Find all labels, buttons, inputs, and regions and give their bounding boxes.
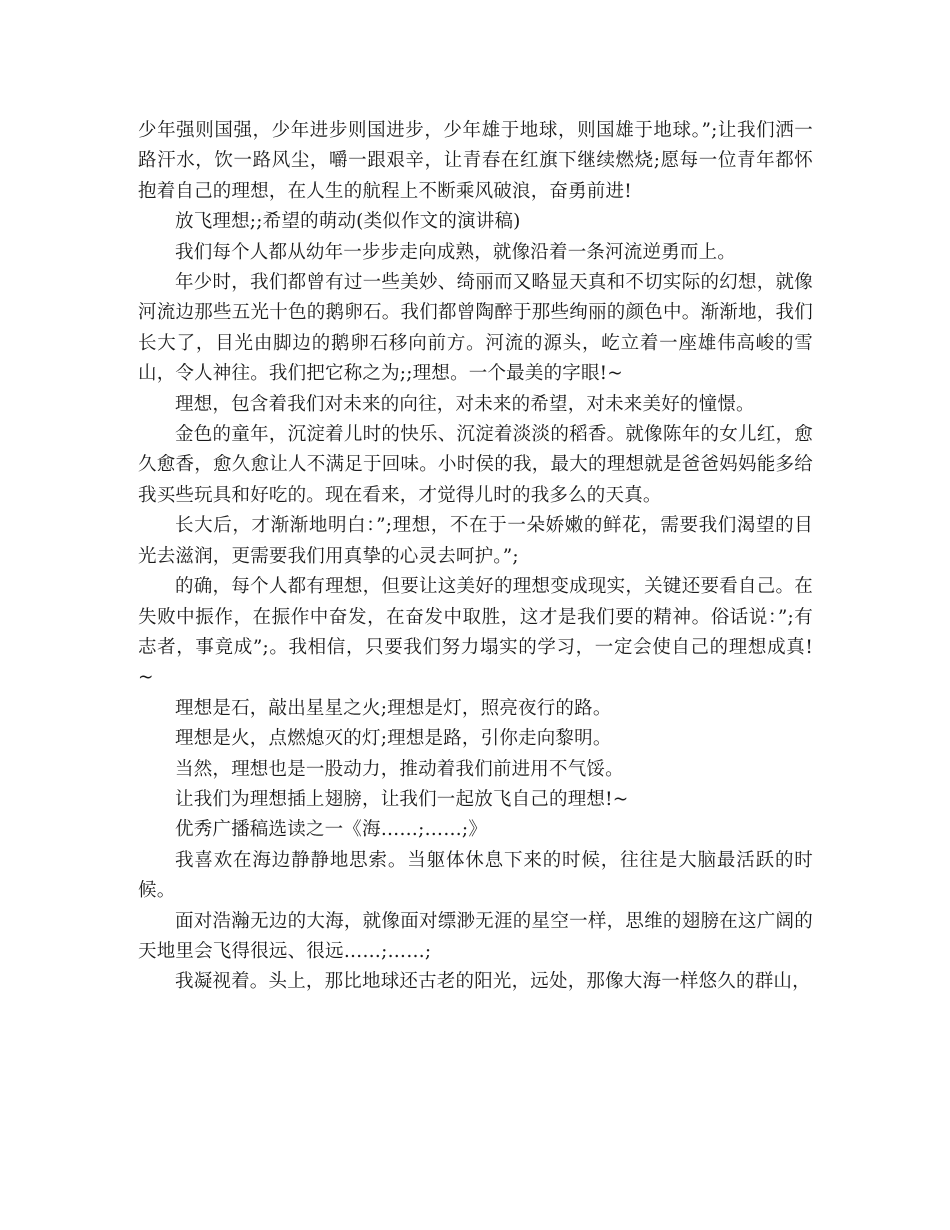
paragraph: 当然，理想也是一股动力，推动着我们前进用不气馁。 (175, 758, 624, 780)
paragraph: 理想是火，点燃熄灭的灯;理想是路，引你走向黎明。 (175, 728, 612, 750)
paragraph: 理想是石，敲出星星之火;理想是灯，照亮夜行的路。 (175, 697, 612, 719)
paragraph: 少年强则国强，少年进步则国进步，少年雄于地球，则国雄于地球。”;让我们洒一路汗水，饮一路风尘，嚼一跟艰辛，让青春在红旗下继续燃烧;愿每一位青年都怀抱着自己的理想，在人生的航程上不断乘风破浪，奋勇前进! (138, 120, 813, 202)
paragraph: 我凝视着。头上，那比地球还古老的阳光，远处，那像大海一样悠久的群山， (175, 971, 811, 993)
paragraph: 长大后，才渐渐地明白：”;理想，不在于一朵娇嫩的鲜花，需要我们渴望的目光去滋润，更需要我们用真挚的心灵去呵护。”; (138, 515, 813, 567)
paragraph: 金色的童年，沉淀着儿时的快乐、沉淀着淡淡的稻香。就像陈年的女儿红，愈久愈香，愈久愈让人不满足于回味。小时侯的我，最大的理想就是爸爸妈妈能多给我买些玩具和好吃的。现在看来，才觉得儿时的我多么的天真。 (138, 424, 813, 506)
paragraph: 理想，包含着我们对未来的向往，对未来的希望，对未来美好的憧憬。 (175, 393, 755, 415)
paragraph: 面对浩瀚无边的大海，就像面对缥渺无涯的星空一样，思维的翅膀在这广阔的天地里会飞得很远、很远……;……; (138, 910, 813, 962)
paragraph: 我们每个人都从幼年一步步走向成熟，就像沿着一条河流逆勇而上。 (175, 241, 737, 263)
paragraph: 我喜欢在海边静静地思索。当躯体休息下来的时候，往往是大脑最活跃的时候。 (138, 849, 813, 902)
subtitle-paragraph: 放飞理想;;希望的萌动(类似作文的演讲稿) (175, 211, 521, 233)
paragraph: 让我们为理想插上翅膀，让我们一起放飞自己的理想!~ (175, 788, 629, 810)
document-body (138, 116, 813, 998)
section-title-paragraph: 优秀广播稿选读之一《海……;……;》 (175, 819, 488, 841)
paragraph: 年少时，我们都曾有过一些美妙、绮丽而又略显天真和不切实际的幻想，就像河流边那些五光十色的鹅卵石。我们都曾陶醉于那些绚丽的颜色中。渐渐地，我们长大了，目光由脚边的鹅卵石移向前方。河流的源头，屹立着一座雄伟高峻的雪山，令人神往。我们把它称之为;;理想。一个最美的字眼!~ (138, 272, 813, 385)
paragraph: 的确，每个人都有理想，但要让这美好的理想变成现实，关键还要看自己。在失败中振作，在振作中奋发，在奋发中取胜，这才是我们要的精神。俗话说：”;有志者，事竟成”;。我相信，只要我们努力塌实的学习，一定会使自己的理想成真!~ (138, 576, 814, 689)
